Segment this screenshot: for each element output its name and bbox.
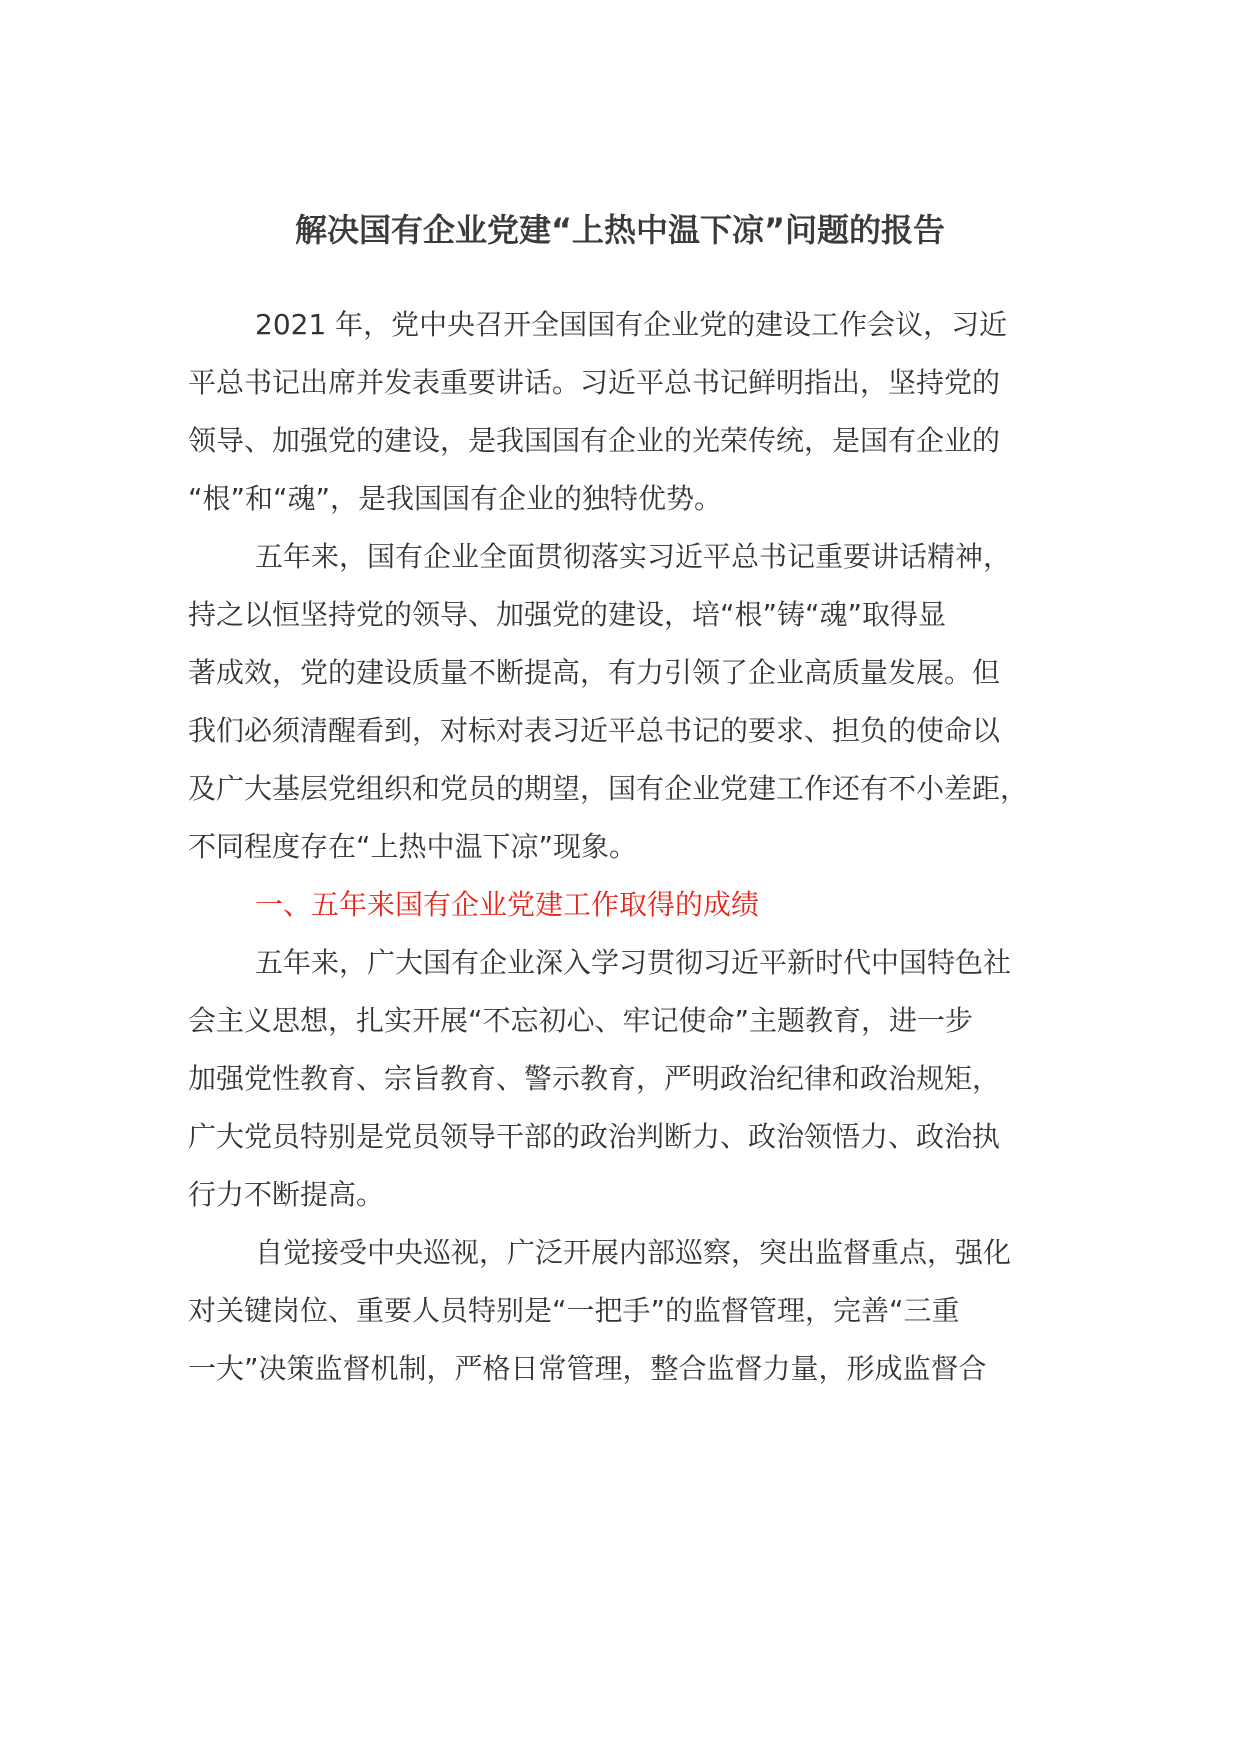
paragraph-3-line-3: 加强党性教育、宗旨教育、警示教育，严明政治纪律和政治规矩， xyxy=(188,1062,1001,1095)
paragraph-3-line-1: 五年来，广大国有企业深入学习贯彻习近平新时代中国特色社 xyxy=(255,946,1012,979)
section-heading-1: 一、五年来国有企业党建工作取得的成绩 xyxy=(255,888,760,921)
paragraph-1-line-4: “根”和“魂”，是我国国有企业的独特优势。 xyxy=(188,482,723,515)
paragraph-2-line-4: 我们必须清醒看到，对标对表习近平总书记的要求、担负的使命以 xyxy=(188,714,1001,747)
paragraph-2-line-3: 著成效，党的建设质量不断提高，有力引领了企业高质量发展。但 xyxy=(188,656,1001,689)
paragraph-1-line-3: 领导、加强党的建设，是我国国有企业的光荣传统，是国有企业的 xyxy=(188,424,1001,457)
document-title: 解决国有企业党建“上热中温下凉”问题的报告 xyxy=(294,211,946,249)
paragraph-4-line-1: 自觉接受中央巡视，广泛开展内部巡察，突出监督重点，强化 xyxy=(255,1236,1012,1269)
paragraph-3-line-2: 会主义思想，扎实开展“不忘初心、牢记使命”主题教育，进一步 xyxy=(188,1004,974,1037)
paragraph-4-line-2: 对关键岗位、重要人员特别是“一把手”的监督管理，完善“三重 xyxy=(188,1294,960,1327)
paragraph-3-line-4: 广大党员特别是党员领导干部的政治判断力、政治领悟力、政治执 xyxy=(188,1120,1001,1153)
paragraph-2-line-2: 持之以恒坚持党的领导、加强党的建设，培“根”铸“魂”取得显 xyxy=(188,598,947,631)
paragraph-1-line-1: 2021 年，党中央召开全国国有企业党的建设工作会议，习近 xyxy=(255,308,1008,341)
paragraph-2-line-1: 五年来，国有企业全面贯彻落实习近平总书记重要讲话精神， xyxy=(255,540,1012,573)
paragraph-3-line-5: 行力不断提高。 xyxy=(188,1178,385,1211)
paragraph-1-line-2: 平总书记出席并发表重要讲话。习近平总书记鲜明指出，坚持党的 xyxy=(188,366,1001,399)
paragraph-4-line-3: 一大”决策监督机制，严格日常管理，整合监督力量，形成监督合 xyxy=(188,1352,987,1385)
paragraph-2-line-5: 及广大基层党组织和党员的期望，国有企业党建工作还有不小差距， xyxy=(188,772,1029,805)
paragraph-2-line-6: 不同程度存在“上热中温下凉”现象。 xyxy=(188,830,638,863)
